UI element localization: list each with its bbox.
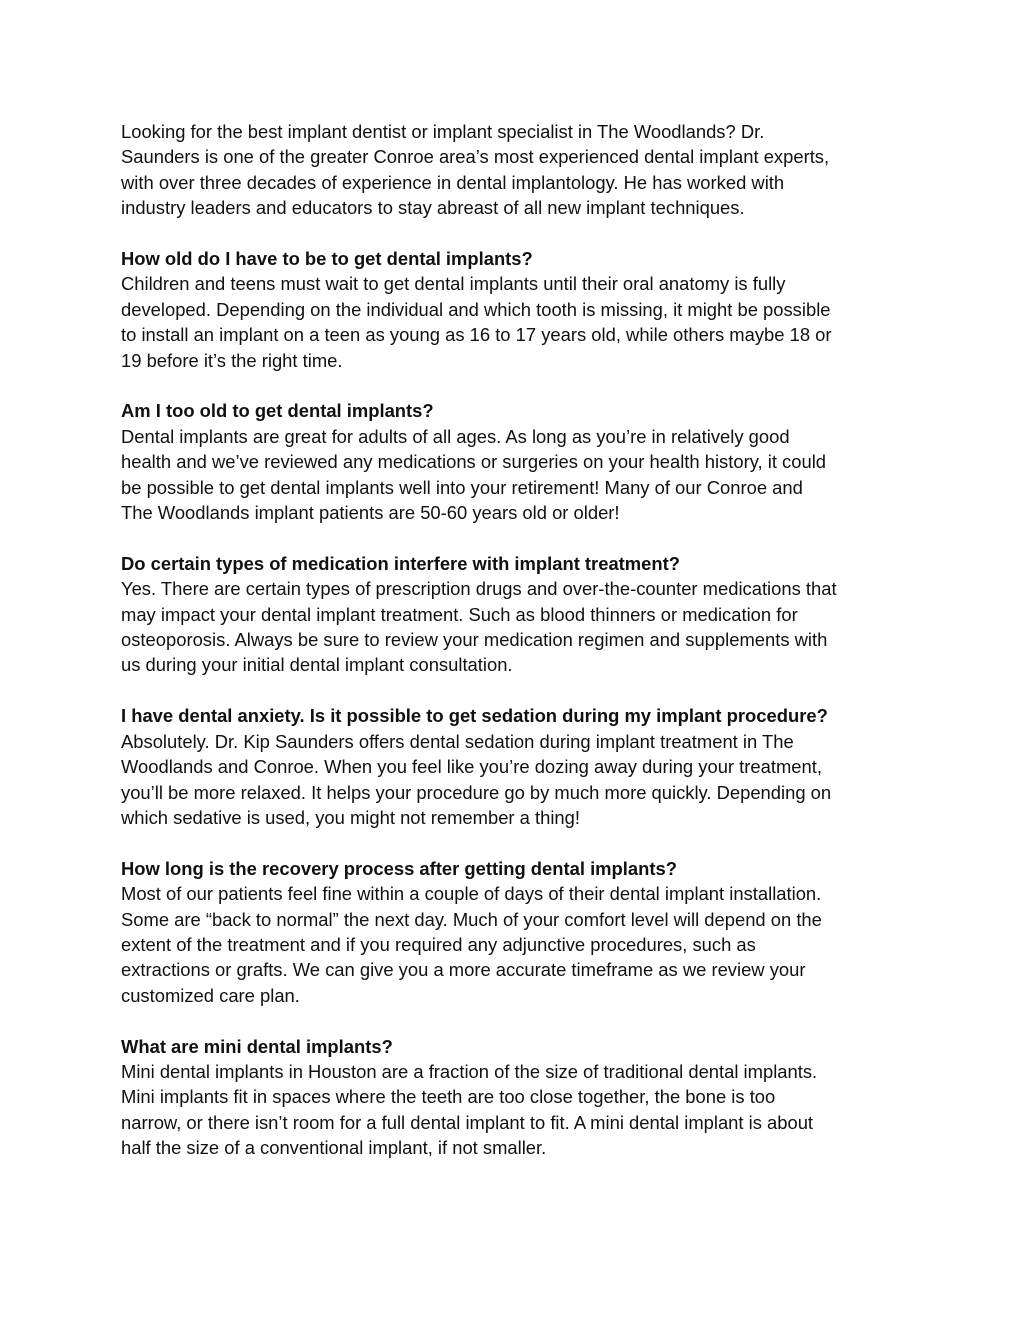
- faq-question: How long is the recovery process after getting dental implants?: [121, 857, 677, 879]
- faq-question: How old do I have to be to get dental implants?: [121, 248, 533, 270]
- answer-line: customized care plan.: [121, 984, 300, 1006]
- faq-question: What are mini dental implants?: [121, 1035, 393, 1057]
- answer-line: you’ll be more relaxed. It helps your procedure go by much more quickly. Depending on: [121, 781, 832, 803]
- answer-line: Mini dental implants in Houston are a fraction of the size of traditional dental implants.: [121, 1060, 818, 1082]
- answer-line: Dental implants are great for adults of all ages. As long as you’re in relatively good: [121, 425, 790, 447]
- faq-item: [121, 551, 911, 678]
- answer-line: narrow, or there isn’t room for a full dental implant to fit. A mini dental implant is about: [121, 1111, 814, 1133]
- faq-question: Am I too old to get dental implants?: [121, 400, 434, 422]
- answer-line: Mini implants fit in spaces where the teeth are too close together, the bone is too: [121, 1086, 776, 1108]
- answer-line: 19 before it’s the right time.: [121, 349, 343, 371]
- answer-line: be possible to get dental implants well into your retirement! Many of our Conroe and: [121, 476, 803, 498]
- answer-line: Woodlands and Conroe. When you feel like you’re dozing away during your treatment,: [121, 756, 822, 778]
- faq-question: I have dental anxiety. Is it possible to get sedation during my implant procedure?: [121, 705, 828, 727]
- intro-line: Saunders is one of the greater Conroe area’s most experienced dental implant experts,: [121, 146, 830, 168]
- answer-line: may impact your dental implant treatment. Such as blood thinners or medication for: [121, 603, 798, 625]
- answer-line: Yes. There are certain types of prescription drugs and over-the-counter medications that: [121, 578, 837, 600]
- answer-line: Most of our patients feel fine within a couple of days of their dental implant installation.: [121, 883, 822, 905]
- faq-question: Do certain types of medication interfere with implant treatment?: [121, 552, 680, 574]
- answer-line: Some are “back to normal” the next day. Much of your comfort level will depend on the: [121, 908, 822, 930]
- document-page: [121, 119, 911, 1186]
- faq-item: [121, 703, 911, 830]
- answer-line: health and we’ve reviewed any medications or surgeries on your health history, it could: [121, 451, 827, 473]
- faq-item: [121, 246, 911, 373]
- answer-line: which sedative is used, you might not remember a thing!: [121, 806, 580, 828]
- faq-answer: [121, 881, 911, 1008]
- intro-paragraph: [121, 119, 911, 221]
- answer-line: The Woodlands implant patients are 50-60 years old or older!: [121, 502, 620, 524]
- answer-line: to install an implant on a teen as young as 16 to 17 years old, while others maybe 18 or: [121, 324, 832, 346]
- answer-line: half the size of a conventional implant, if not smaller.: [121, 1137, 547, 1159]
- intro-line: with over three decades of experience in dental implantology. He has worked with: [121, 171, 785, 193]
- answer-line: us during your initial dental implant consultation.: [121, 654, 513, 676]
- answer-line: extent of the treatment and if you required any adjunctive procedures, such as: [121, 933, 756, 955]
- answer-line: Children and teens must wait to get dental implants until their oral anatomy is fully: [121, 273, 786, 295]
- intro-line: industry leaders and educators to stay abreast of all new implant techniques.: [121, 197, 745, 219]
- faq-answer: [121, 424, 911, 526]
- faq-answer: [121, 1059, 911, 1161]
- answer-line: Absolutely. Dr. Kip Saunders offers dental sedation during implant treatment in The: [121, 730, 794, 752]
- faq-answer: [121, 271, 911, 373]
- answer-line: developed. Depending on the individual and which tooth is missing, it might be possible: [121, 298, 831, 320]
- answer-line: osteoporosis. Always be sure to review your medication regimen and supplements with: [121, 629, 828, 651]
- faq-item: [121, 856, 911, 1008]
- faq-item: [121, 1034, 911, 1161]
- faq-answer: [121, 576, 911, 678]
- faq-item: [121, 398, 911, 525]
- faq-answer: [121, 729, 911, 831]
- intro-line: Looking for the best implant dentist or implant specialist in The Woodlands? Dr.: [121, 121, 765, 142]
- answer-line: extractions or grafts. We can give you a more accurate timeframe as we review your: [121, 959, 806, 981]
